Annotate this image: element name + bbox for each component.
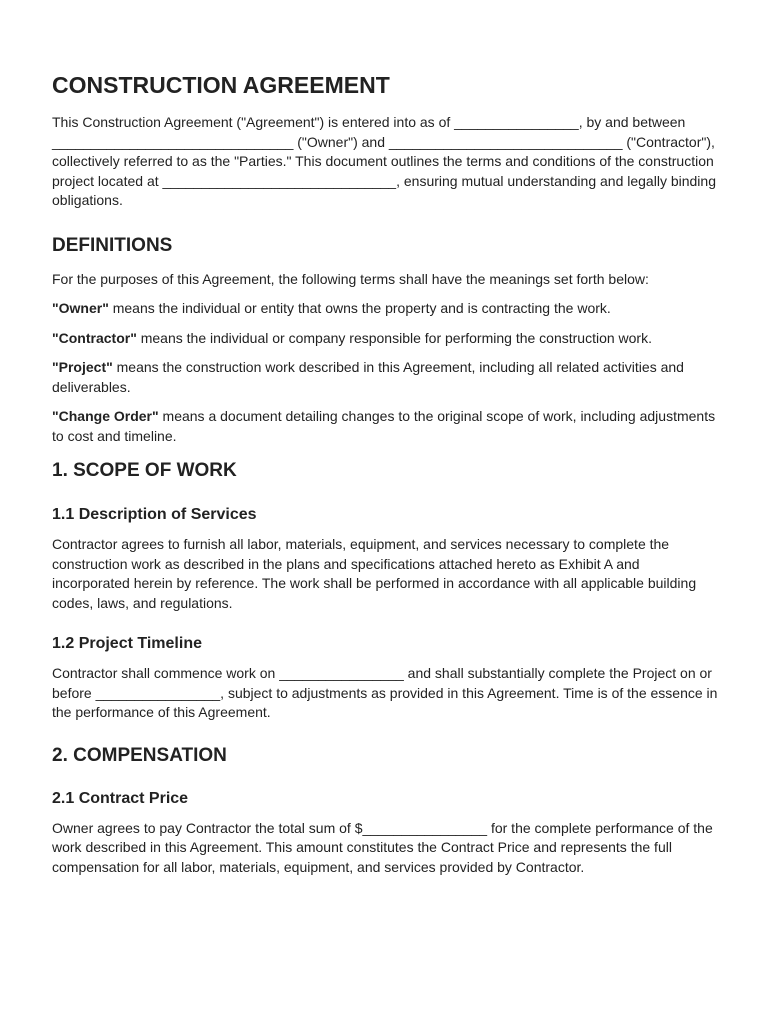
definition-project — [52, 358, 718, 397]
definition-term: "Owner" — [52, 300, 109, 316]
definition-text: means the construction work described in this Agreement, including all related activities and deliverables. — [52, 359, 684, 395]
definition-contractor — [52, 329, 718, 349]
contract-price-heading: 2.1 Contract Price — [52, 789, 189, 807]
description-of-services-heading: 1.1 Description of Services — [52, 506, 257, 523]
definition-owner — [52, 299, 718, 319]
definition-text: means a document detailing changes to the original scope of work, including adjustments to cost and timeline. — [52, 408, 716, 444]
scope-of-work-heading: 1. SCOPE OF WORK — [52, 460, 237, 481]
definition-term: "Project" — [52, 359, 113, 375]
definitions-heading: DEFINITIONS — [52, 234, 173, 256]
project-timeline-heading: 1.2 Project Timeline — [52, 635, 202, 652]
definition-term: "Change Order" — [52, 408, 159, 424]
document-title: CONSTRUCTION AGREEMENT — [52, 72, 390, 98]
definitions-lead: For the purposes of this Agreement, the following terms shall have the meanings set forth below: — [52, 270, 649, 287]
project-timeline-text: Contractor shall commence work on ________________ and shall substantially complete the Project on or before ________________, subject to adjustments as provided in this Agreement. Time is of the essence in the performance of this Agreement. — [52, 665, 718, 720]
compensation-heading: 2. COMPENSATION — [52, 744, 227, 766]
definition-text: means the individual or company responsible for performing the construction work. — [136, 329, 652, 346]
definition-change-order — [52, 407, 718, 446]
definition-term: "Contractor" — [52, 329, 137, 346]
contract-price-text: Owner agrees to pay Contractor the total sum of $________________ for the complete performance of the work described in this Agreement. This amount constitutes the Contract Price and represents the full compensation for all labor, materials, equipment, and services provided by Contractor. — [52, 819, 713, 875]
definition-text: means the individual or entity that owns the property and is contracting the work. — [108, 300, 611, 316]
intro-paragraph: This Construction Agreement ("Agreement") is entered into as of ________________, by and between _______________________________ ("Owner") and ______________________________ ("Contractor"), collectively referred to as the "Parties." This document outlines the terms and conditions of the construction project located at ______________________________, ensuring mutual understanding and legally binding obligations. — [52, 114, 716, 208]
description-of-services-text: Contractor agrees to furnish all labor, materials, equipment, and services necessary to complete the construction work as described in the plans and specifications attached hereto as Exhibit A and incorporated herein by reference. The work shall be performed in accordance with all applicable building codes, laws, and regulations. — [52, 536, 697, 611]
